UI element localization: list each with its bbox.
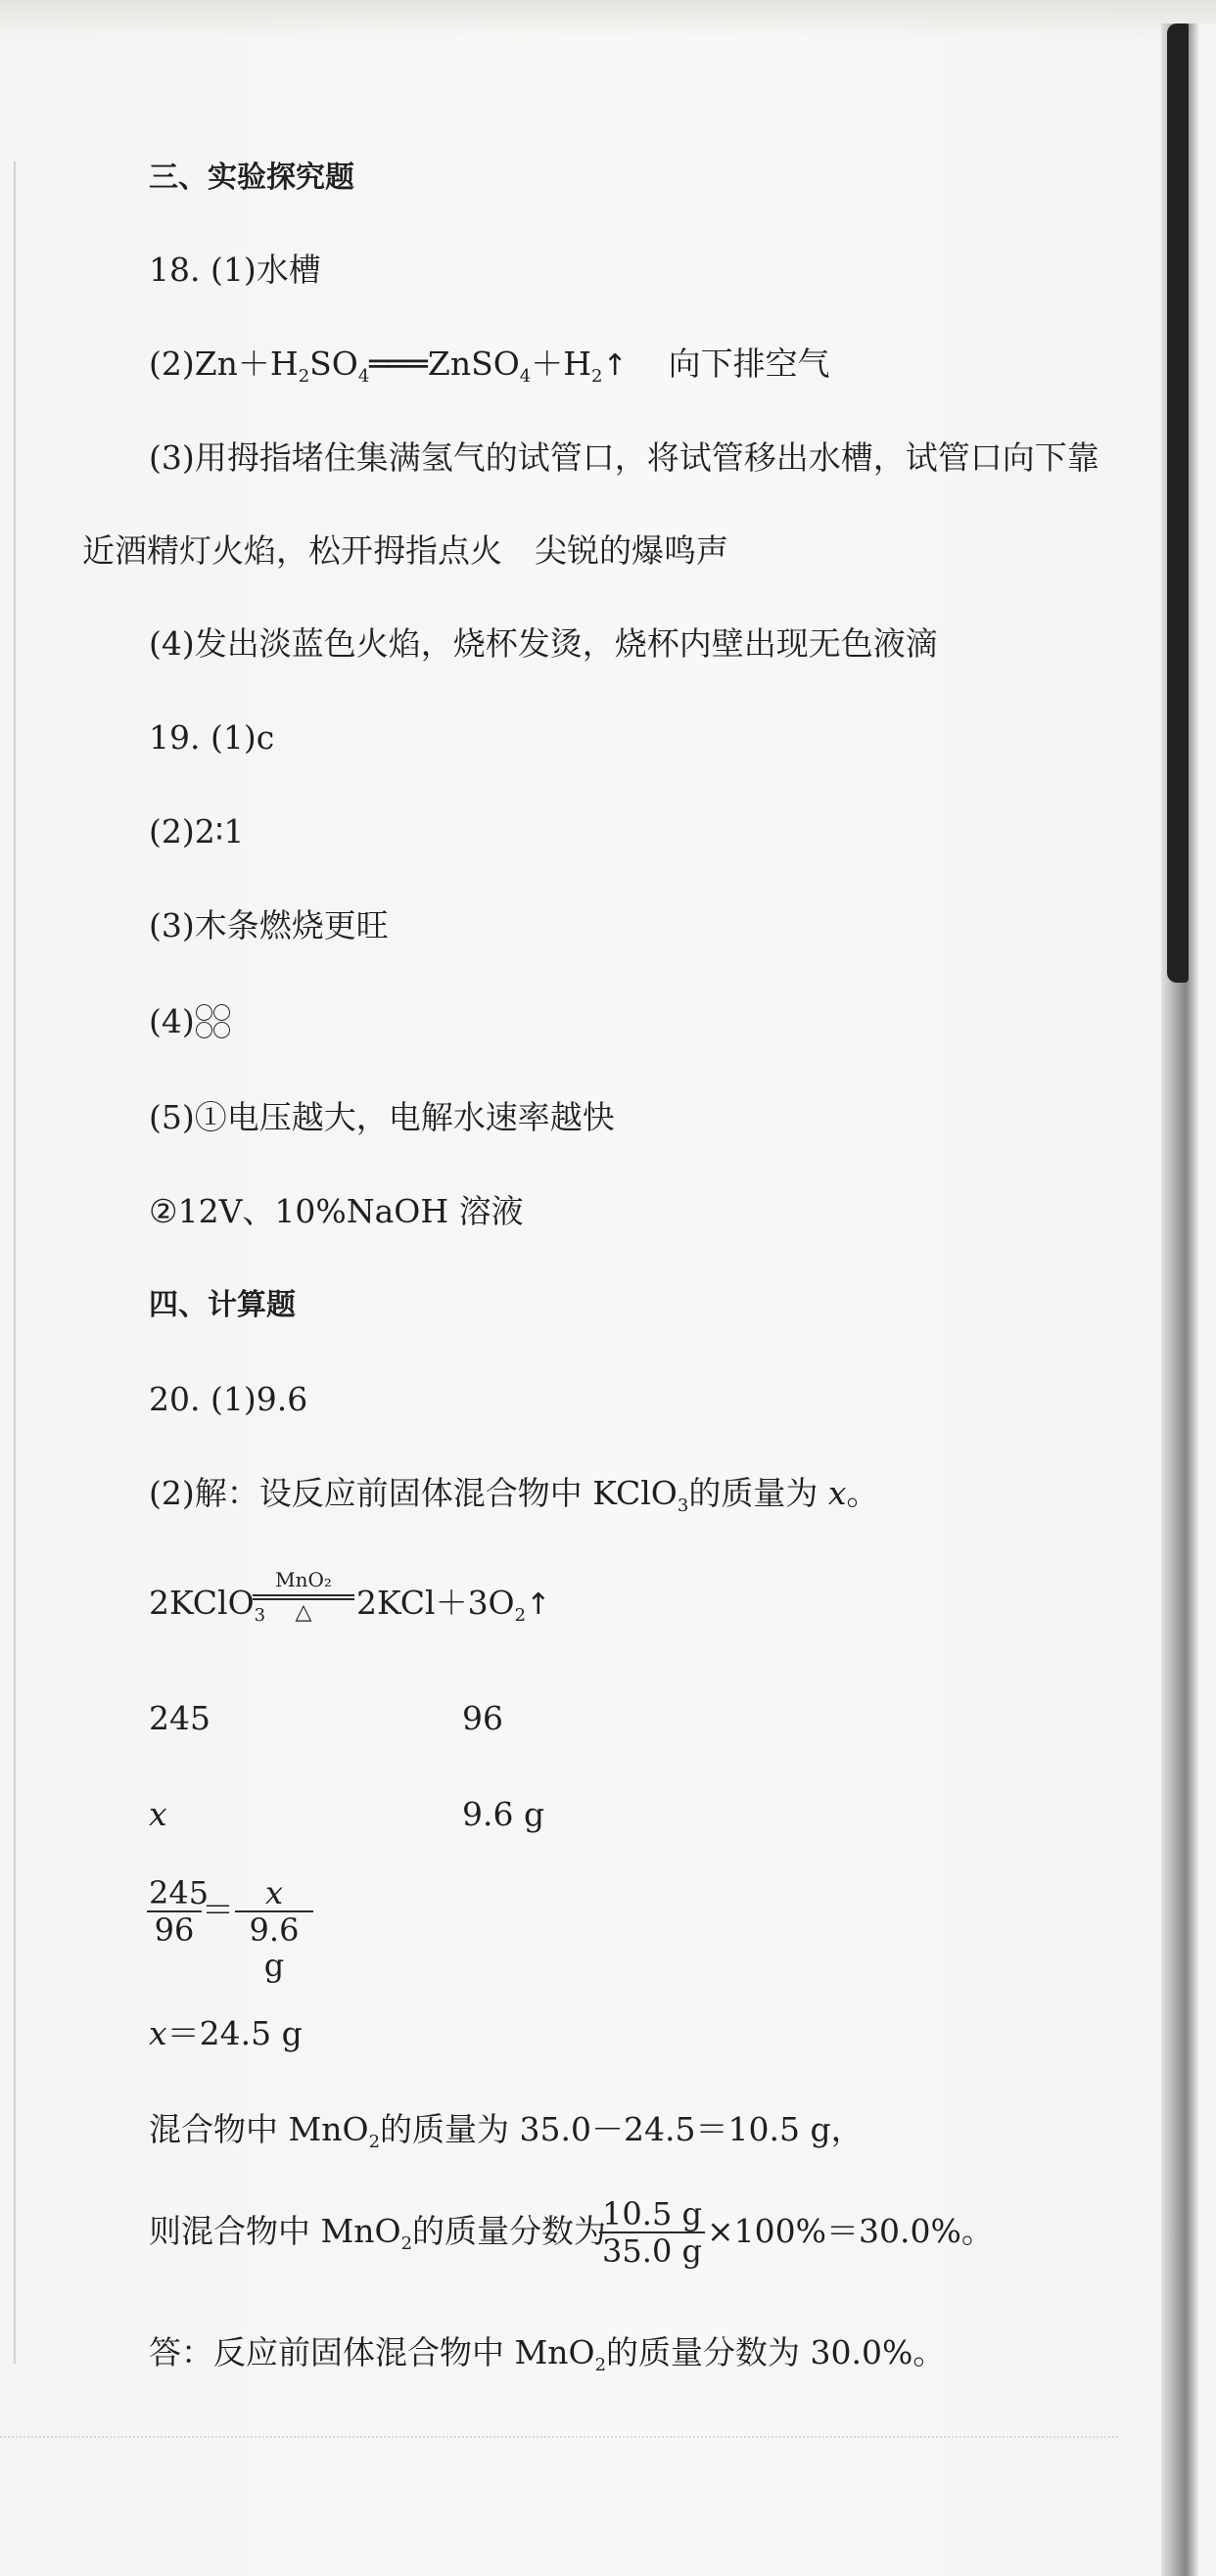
mass-fraction-fraction [599, 2196, 705, 2269]
q18-p2-so-subscript: 4 [357, 366, 370, 387]
heating-triangle-icon: △ [295, 1600, 312, 1625]
gas-arrow-icon: ↑ [602, 348, 628, 383]
gas-arrow-icon: ↑ [526, 1587, 551, 1622]
products: 2KCl＋3O [356, 1584, 515, 1622]
q18-p2-equation-sign: ═══ZnSO [369, 345, 520, 383]
ratio-right-fraction [235, 1875, 313, 1983]
q20-p2-variable: x [827, 1474, 847, 1512]
q20-part2-statement [149, 1474, 878, 1526]
mass-fraction-prefix: 则混合物中 MnO [149, 2212, 401, 2250]
q18-p2-so: SO [309, 345, 358, 383]
top-shadow [0, 0, 1216, 37]
section-4-heading: 四、计算题 [149, 1288, 296, 1322]
reactant-kclo3: 2KClO [149, 1584, 255, 1622]
mass-fraction-numerator: 10.5 g [599, 2196, 705, 2233]
bottom-dotted-line [0, 2436, 1118, 2438]
ratio-right-denominator: 9.6 g [249, 1911, 300, 1984]
q18-p2-zn-subscript: 4 [519, 366, 532, 387]
ratio-left-numerator: 245 [149, 1874, 210, 1911]
q18-p2-prefix: (2)Zn＋H [149, 345, 299, 383]
final-answer-subscript: 2 [594, 2355, 607, 2375]
oxygen-mass: 9.6 g [462, 1795, 545, 1833]
q18-p2-h2-subscript: 2 [590, 366, 603, 387]
q18-p2-h-subscript: 2 [298, 366, 310, 387]
q18-part4: (4)发出淡蓝色火焰，烧杯发烫，烧杯内壁出现无色液滴 [149, 624, 938, 663]
q19-part1: 19. (1)c [149, 718, 275, 757]
ratio-right-numerator: x [235, 1875, 313, 1912]
mass-fraction-prefix-line [149, 2212, 606, 2264]
two-oxygen-atoms-molecule-icon [196, 1004, 241, 1043]
q19-part2: (2)2∶1 [149, 812, 245, 851]
product-subscript: 2 [514, 1605, 527, 1626]
molar-mass-o2: 96 [462, 1699, 503, 1737]
unknown-mass-x: x [149, 1795, 167, 1833]
mass-fraction-subscript: 2 [400, 2233, 413, 2254]
reaction-left-side [149, 1584, 265, 1635]
q18-part1: 18. (1)水槽 [149, 251, 321, 289]
reactant-subscript: 3 [254, 1605, 266, 1626]
left-margin-rule [14, 161, 16, 2364]
mass-fraction-result: ×100%＝30.0%。 [707, 2212, 994, 2250]
q20-p2-tail: 的质量为 [688, 1474, 828, 1512]
ratio-left-fraction [147, 1874, 210, 1949]
q20-p2-end: 。 [846, 1474, 879, 1512]
q18-part2 [149, 345, 830, 396]
mno2-mass-line [149, 2110, 864, 2162]
final-answer-tail: 的质量分数为 30.0%。 [606, 2333, 946, 2371]
reaction-right-side [356, 1584, 550, 1635]
mno2-mass-prefix: 混合物中 MnO [149, 2110, 369, 2148]
reaction-condition [253, 1569, 354, 1628]
q20-p2-subscript: 3 [677, 1495, 689, 1516]
q19-part6: ②12V、10%NaOH 溶液 [149, 1192, 524, 1230]
final-answer-prefix: 答：反应前固体混合物中 MnO [149, 2333, 595, 2371]
catalyst-label: MnO₂ [275, 1568, 332, 1591]
ratio-equals-sign: ＝ [202, 1891, 234, 1929]
x-result-value: ＝24.5 g [166, 2014, 303, 2052]
q18-p2-plus-h: ＋H [531, 345, 591, 383]
q20-p2-text: (2)解：设反应前固体混合物中 KClO [149, 1474, 678, 1512]
mno2-mass-tail: 的质量为 35.0－24.5＝10.5 g， [380, 2110, 864, 2148]
q19-part4-label: (4) [149, 1002, 195, 1040]
ratio-left-denominator: 96 [154, 1911, 195, 1949]
q20-part1: 20. (1)9.6 [149, 1380, 308, 1418]
mass-fraction-denominator: 35.0 g [602, 2232, 702, 2270]
book-binding-edge [1167, 23, 1189, 983]
molar-mass-kclo3: 245 [149, 1699, 210, 1737]
final-answer-line [149, 2333, 945, 2385]
q18-part3-line2: 近酒精灯火焰，松开拇指点火 尖锐的爆鸣声 [82, 531, 728, 570]
mass-fraction-mid: 的质量分数为 [412, 2212, 607, 2250]
q18-p2-collection-method: 向下排空气 [668, 345, 830, 383]
mno2-mass-subscript: 2 [368, 2132, 381, 2152]
q19-part5: (5)①电压越大，电解水速率越快 [149, 1098, 615, 1136]
section-3-heading: 三、实验探究题 [149, 161, 354, 195]
x-result [149, 2014, 303, 2053]
q18-part3-line1: (3)用拇指堵住集满氢气的试管口，将试管移出水槽，试管口向下靠 [149, 438, 1099, 477]
x-result-variable: x [149, 2014, 167, 2052]
q19-part3: (3)木条燃烧更旺 [149, 906, 389, 944]
